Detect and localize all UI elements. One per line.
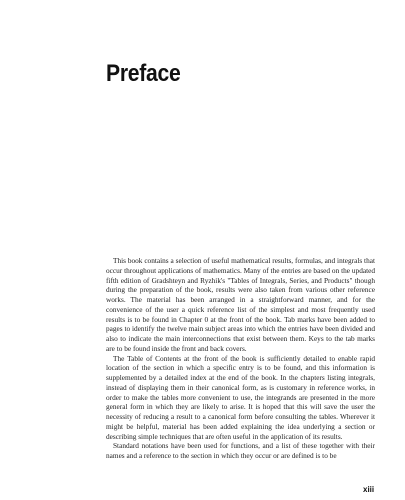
paragraph: Standard notations have been used for functions, and a list of these together with their names and a reference to the section in which they occur or are defined is to be bbox=[106, 441, 375, 460]
paragraph: The Table of Contents at the front of the book is sufficiently detailed to enable rapid location of the section in which a specific entry is to be found, and this information is supplemented by a detailed index at the end of the book. In the chapters listing integrals, instead of displaying them in their canonical form, as is customary in reference works, in order to make the tables more convenient to use, the integrands are presented in the more general form in which they are likely to arise. It is hoped that this will save the user the necessity of reducing a result to a canonical form before consulting the tables. Wherever it might be helpful, material has been added explaining the idea underlying a section or describing simple techniques that are often useful in the application of its results. bbox=[106, 353, 375, 441]
chapter-title: Preface bbox=[106, 60, 181, 87]
preface-body bbox=[106, 256, 375, 461]
page-number: xiii bbox=[363, 485, 375, 494]
paragraph: This book contains a selection of useful mathematical results, formulas, and integrals that occur throughout applications of mathematics. Many of the entries are based on the updated fifth edition of Gradshteyn and Ryzhik's "Tables of Integrals, Series, and Products" though during the preparation of the book, results were also taken from various other reference works. The material has been arranged in a straightforward manner, and for the convenience of the user a quick reference list of the simplest and most frequently used results is to be found in Chapter 0 at the front of the book. Tab marks have been added to pages to identify the twelve main subject areas into which the entries have been divided and also to indicate the main interconnections that exist between them. Keys to the tab marks are to be found inside the front and back covers. bbox=[106, 256, 375, 353]
